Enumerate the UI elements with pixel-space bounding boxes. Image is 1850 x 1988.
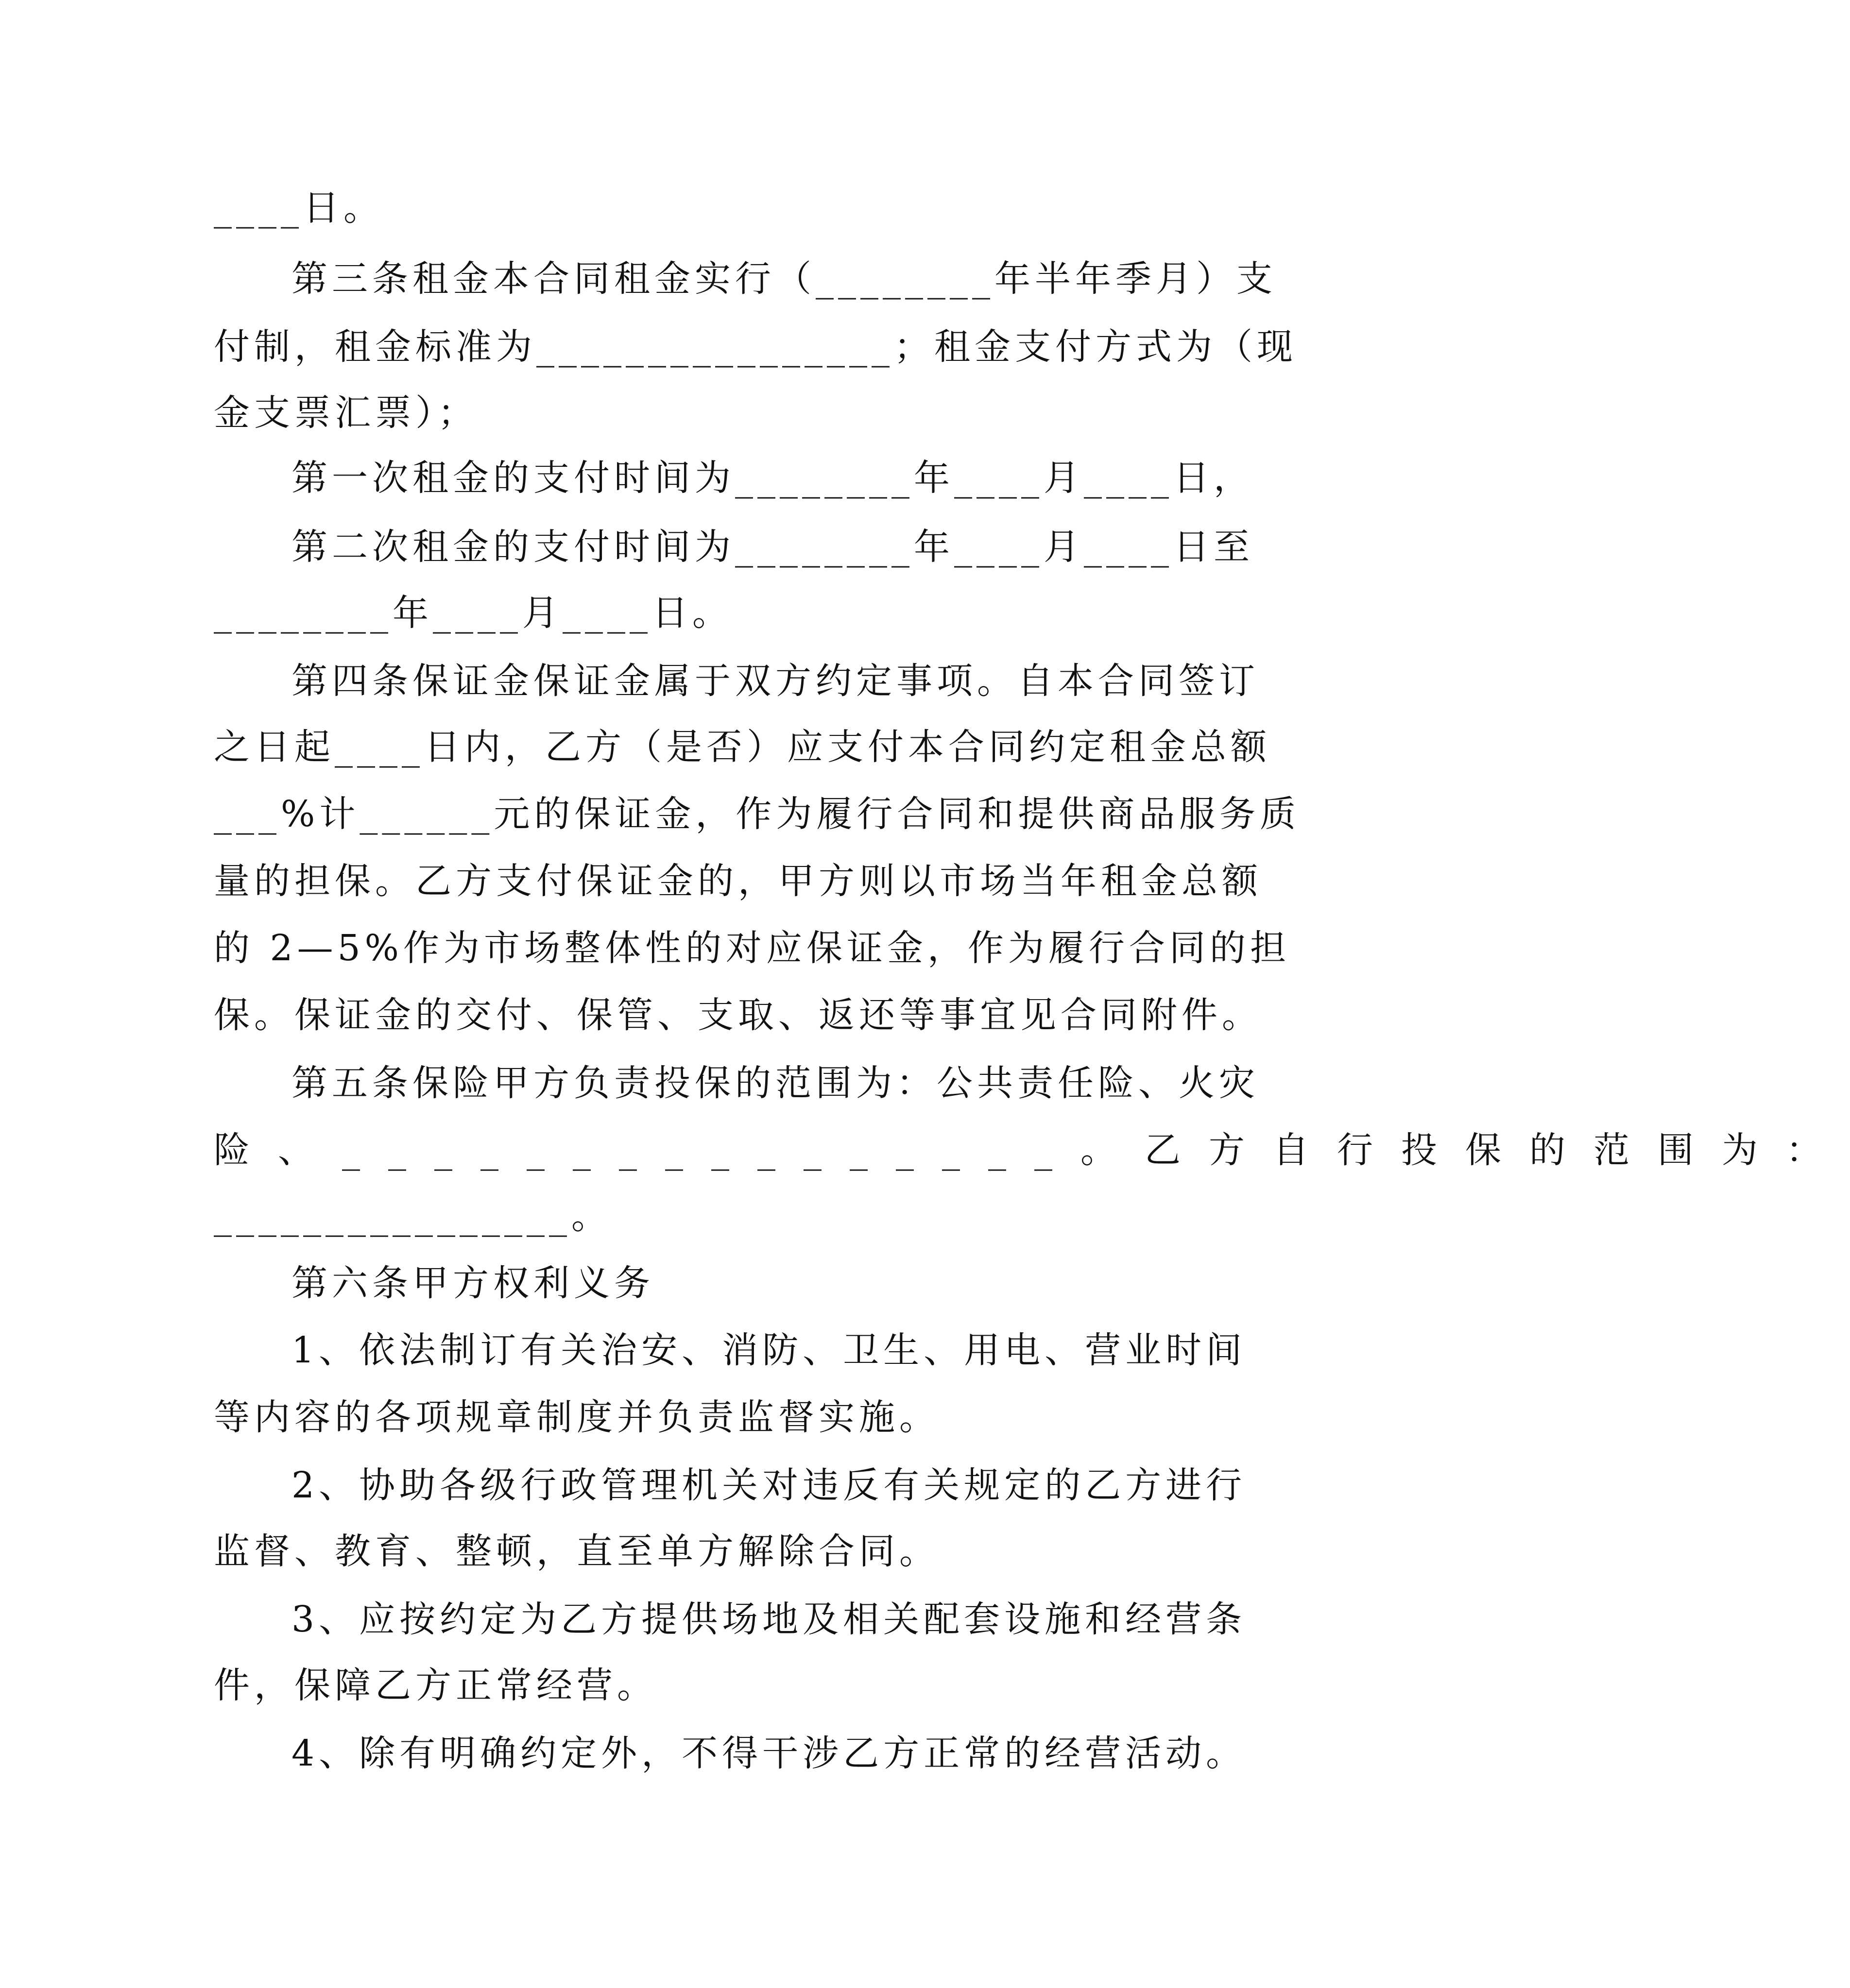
text-line: 险、________________。乙方自行投保的范围为： — [214, 1129, 1850, 1171]
text-line: 等内容的各项规章制度并负责监督实施。 — [214, 1396, 940, 1438]
text-line: 4、除有明确约定外，不得干涉乙方正常的经营活动。 — [291, 1733, 1247, 1774]
text-line: ____日。 — [214, 187, 384, 229]
text-line: 2、协助各级行政管理机关对违反有关规定的乙方进行 — [291, 1464, 1247, 1506]
text-line: 第一次租金的支付时间为________年____月____日， — [291, 457, 1254, 499]
section-heading: 第六条甲方权利义务 — [291, 1262, 654, 1304]
text-line: ________________。 — [214, 1195, 612, 1237]
text-line: 件，保障乙方正常经营。 — [214, 1665, 657, 1706]
text-line: 量的担保。乙方支付保证金的，甲方则以市场当年租金总额 — [214, 860, 1262, 902]
text-line: 第三条租金本合同租金实行（________年半年季月）支 — [291, 258, 1277, 300]
text-line: 3、应按约定为乙方提供场地及相关配套设施和经营条 — [291, 1598, 1247, 1640]
text-line: 付制，租金标准为________________；租金支付方式为（现 — [214, 326, 1297, 368]
text-line: 金支票汇票）； — [214, 392, 478, 434]
text-line: 保。保证金的交付、保管、支取、返还等事宜见合同附件。 — [214, 994, 1262, 1036]
text-line: 之日起____日内，乙方（是否）应支付本合同约定租金总额 — [214, 726, 1271, 768]
text-line: 第二次租金的支付时间为________年____月____日至 — [291, 526, 1254, 568]
text-line: 的 2—5%作为市场整体性的对应保证金，作为履行合同的担 — [214, 927, 1290, 969]
text-line: 第五条保险甲方负责投保的范围为：公共责任险、火灾 — [291, 1062, 1259, 1104]
text-line: 第四条保证金保证金属于双方约定事项。自本合同签订 — [291, 660, 1259, 702]
text-line: ________年____月____日。 — [214, 592, 733, 634]
text-line: 监督、教育、整顿，直至单方解除合同。 — [214, 1530, 940, 1572]
text-line: 1、依法制订有关治安、消防、卫生、用电、营业时间 — [291, 1329, 1247, 1371]
text-line: ___%计______元的保证金，作为履行合同和提供商品服务质 — [214, 793, 1301, 835]
